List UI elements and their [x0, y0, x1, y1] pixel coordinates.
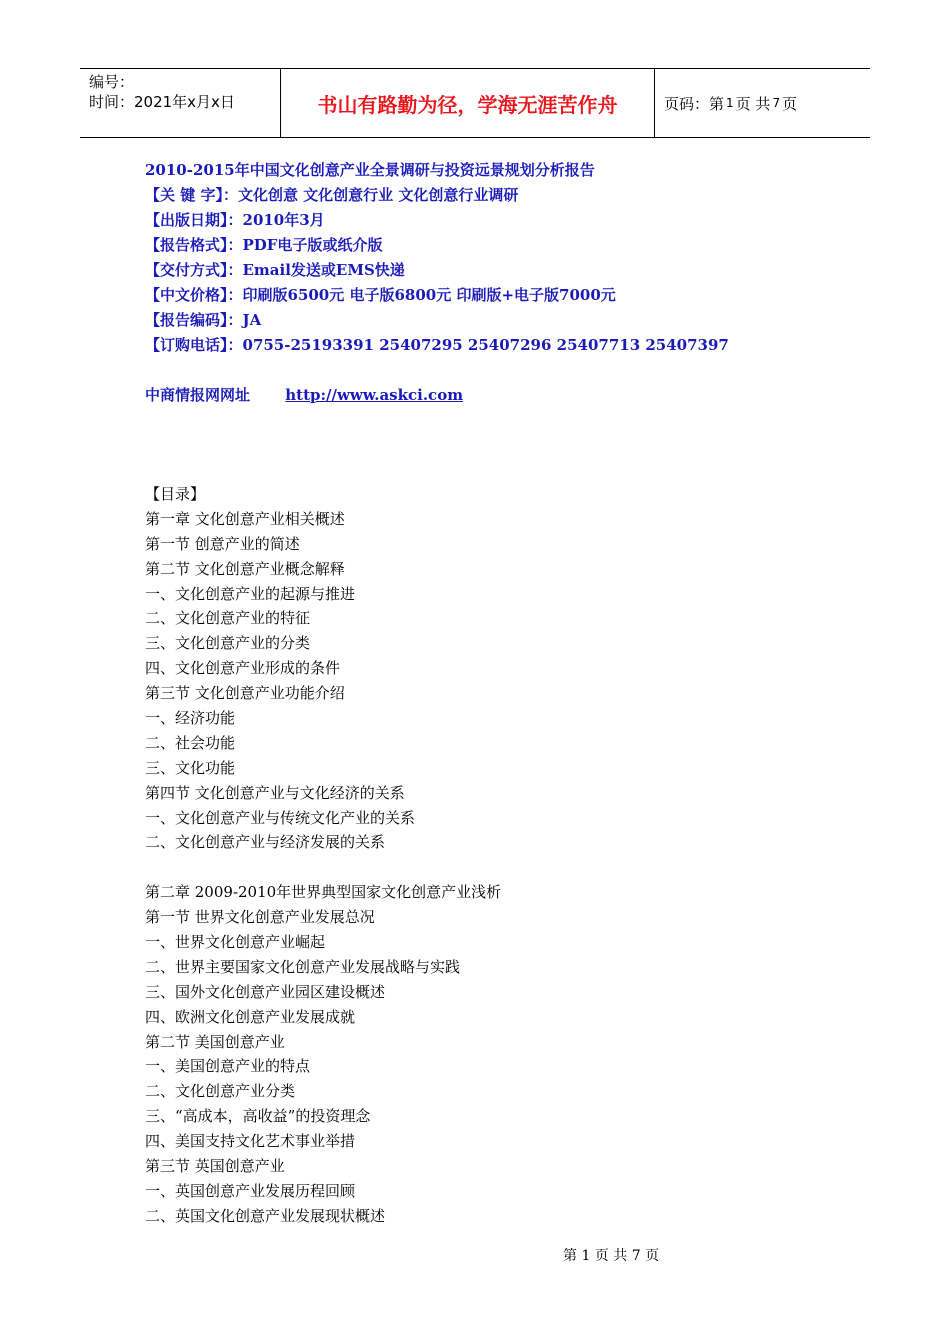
toc-item: 四、欧洲文化创意产业发展成就: [145, 1007, 356, 1026]
toc-item: 第一章 文化创意产业相关概述: [145, 509, 345, 528]
table-of-contents: [145, 482, 501, 1229]
document-number-label: 编号：: [89, 73, 135, 91]
page-header: [80, 68, 870, 138]
toc-item: 二、文化创意产业的特征: [145, 609, 311, 628]
toc-item: 第一节 世界文化创意产业发展总况: [145, 908, 375, 927]
report-info: [145, 158, 729, 358]
page-prefix: 页码：第: [664, 94, 725, 113]
toc-item: 一、文化创意产业与传统文化产业的关系: [145, 808, 416, 827]
toc-spacer: [145, 855, 501, 880]
toc-item: 第三节 英国创意产业: [145, 1157, 285, 1176]
page-total: 7: [772, 96, 781, 110]
website-link[interactable]: http://www.askci.com: [285, 386, 464, 404]
report-field: 【中文价格】：印刷版6500元 电子版6800元 印刷版+电子版7000元: [145, 286, 616, 304]
toc-item: 三、国外文化创意产业园区建设概述: [145, 982, 386, 1001]
toc-item: 二、英国文化创意产业发展现状概述: [145, 1206, 386, 1225]
toc-item: 三、文化创意产业的分类: [145, 634, 311, 653]
toc-item: 四、文化创意产业形成的条件: [145, 659, 341, 678]
header-meta: [80, 69, 281, 137]
toc-item: 三、“高成本，高收益”的投资理念: [145, 1107, 371, 1126]
page-suffix: 页: [782, 94, 798, 113]
footer-page-number: 第 1 页 共 7 页: [563, 1248, 660, 1264]
report-field: 【交付方式】：Email发送或EMS快递: [145, 261, 405, 279]
toc-item: 一、美国创意产业的特点: [145, 1057, 311, 1076]
report-field: 【关 键 字】：文化创意 文化创意行业 文化创意行业调研: [145, 186, 519, 204]
report-title: 2010-2015年中国文化创意产业全景调研与投资远景规划分析报告: [145, 161, 595, 179]
toc-item: 二、文化创意产业分类: [145, 1082, 296, 1101]
toc-item: 第四节 文化创意产业与文化经济的关系: [145, 783, 405, 802]
report-field: 【报告格式】：PDF电子版或纸介版: [145, 236, 383, 254]
toc-item: 一、经济功能: [145, 709, 236, 728]
website-label: 中商情报网网址: [145, 386, 251, 404]
toc-item: 三、文化功能: [145, 758, 236, 777]
toc-item: 第三节 文化创意产业功能介绍: [145, 684, 345, 703]
report-field: 【报告编码】：JA: [145, 311, 262, 329]
toc-item: 二、文化创意产业与经济发展的关系: [145, 833, 386, 852]
toc-item: 二、世界主要国家文化创意产业发展战略与实践: [145, 957, 461, 976]
header-motto: 书山有路勤为径，学海无涯苦作舟: [281, 69, 655, 137]
report-field: 【订购电话】：0755-25193391 25407295 25407296 25407713 25407397: [145, 336, 729, 354]
toc-item: 一、英国创意产业发展历程回顾: [145, 1181, 356, 1200]
toc-item: 四、美国支持文化艺术事业举措: [145, 1132, 356, 1151]
page-current: 1: [726, 96, 734, 110]
document-date: 时间：2021年x月x日: [89, 93, 235, 111]
toc-item: 第二章 2009-2010年世界典型国家文化创意产业浅析: [145, 883, 502, 902]
toc-item: 第一节 创意产业的简述: [145, 534, 300, 553]
header-page-number: [655, 69, 870, 137]
website-line: [145, 383, 463, 408]
toc-item: 第二节 文化创意产业概念解释: [145, 559, 345, 578]
toc-heading: 【目录】: [145, 485, 206, 503]
report-field: 【出版日期】：2010年3月: [145, 211, 325, 229]
toc-item: 一、文化创意产业的起源与推进: [145, 584, 356, 603]
toc-item: 二、社会功能: [145, 733, 236, 752]
page-mid: 页 共: [735, 94, 771, 113]
toc-item: 第二节 美国创意产业: [145, 1032, 285, 1051]
toc-item: 一、世界文化创意产业崛起: [145, 933, 326, 952]
